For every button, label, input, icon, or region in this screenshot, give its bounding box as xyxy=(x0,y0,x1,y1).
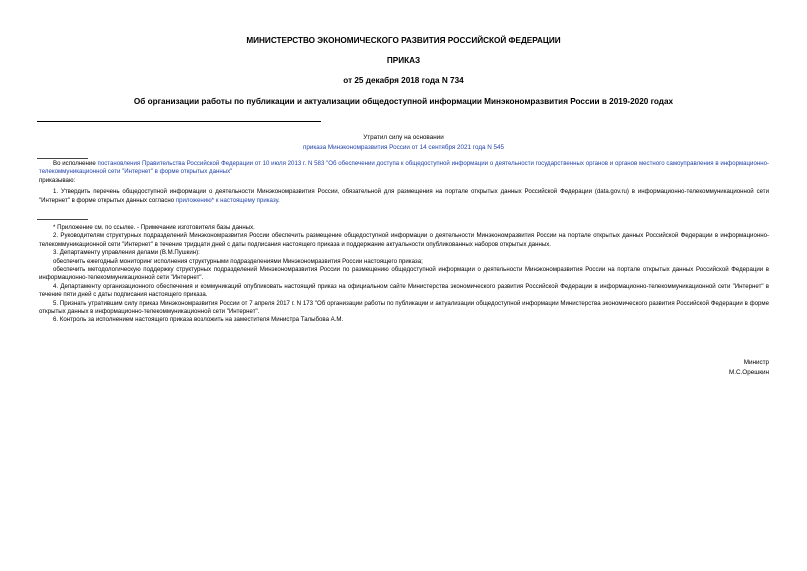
preamble-block xyxy=(39,160,769,205)
item-5: 5. Признать утратившим силу приказ Минэкономразвития России от 7 апреля 2017 г. N 173 "Об организации работы по публикации и актуализации общедоступной информации Министерства экономического развития Российской Федерации в форме открытых данных в информационно-телекоммуникационной сети "Интернет". xyxy=(39,299,769,316)
short-divider xyxy=(37,158,88,159)
government-decree-link[interactable]: постановления Правительства Российской Федерации от 10 июля 2013 г. N 583 "Об обеспечении доступа к общедоступной информации о деятельности государственных органов и органов местного самоуправления в информационно-телекоммуникационной сети "Интернет" в форме открытых данных" xyxy=(39,160,769,176)
item1-text: 1. Утвердить перечень общедоступной информации о деятельности Минэкономразвития России, обязательной для размещения на портале открытых данных Российской Федерации (data.gov.ru) в информационно-телекоммуникационной сети "Интернет" в форме открытых данных согласно xyxy=(39,188,769,204)
item-3: 3. Департаменту управления делами (В.М.Пушкин): xyxy=(53,249,200,257)
item-4: 4. Департаменту организационного обеспечения и коммуникаций опубликовать настоящий приказ на официальном сайте Министерства экономического развития Российской Федерации в информационно-телекоммуникационной сети "Интернет" в течение пяти дней с даты подписания настоящего приказа. xyxy=(39,282,769,299)
main-body xyxy=(39,224,769,325)
item1-end: . xyxy=(278,196,280,204)
status-note: Утратил силу на основании xyxy=(363,134,444,141)
item-3b: обеспечить методологическую поддержку структурных подразделений Минэкономразвития России по размещению общедоступной информации о деятельности Минэкономразвития России на портале открытых данных Российской Федерации в информационно-телекоммуникационной сети "Интернет". xyxy=(39,266,769,282)
item-2: 2. Руководителям структурных подразделений Минэкономразвития России обеспечить размещение общедоступной информации о деятельности Минэкономразвития России на портале открытых данных Российской Федерации в информационно-телекоммуникационной сети "Интернет" в течение тридцати дней с даты подписания настоящего приказа и поддержание актуальности опубликованных наборов открытых данных. xyxy=(39,232,769,248)
footnote-divider xyxy=(37,219,88,220)
divider-line xyxy=(37,121,321,122)
signature-name: М.С.Орешкин xyxy=(729,369,769,376)
date-number-heading: от 25 декабря 2018 года N 734 xyxy=(343,76,464,85)
appendix-link[interactable]: приложению* к настоящему приказу xyxy=(175,196,279,204)
document-title: Об организации работы по публикации и актуализации общедоступной информации Минэкономразвития России в 2019-2020 годах xyxy=(133,97,674,106)
ministry-heading: МИНИСТЕРСТВО ЭКОНОМИЧЕСКОГО РАЗВИТИЯ РОССИЙСКОЙ ФЕДЕРАЦИИ xyxy=(246,36,561,45)
repeal-order-link[interactable]: приказа Минэкономразвития России от 14 сентября 2021 года N 545 xyxy=(302,144,505,151)
order-word: приказываю: xyxy=(39,176,76,184)
item-3a: обеспечить ежегодный мониторинг исполнения структурными подразделениями Минэкономразвития России настоящего приказа; xyxy=(53,257,423,265)
footnote: * Приложение см. по ссылке. - Примечание изготовителя базы данных. xyxy=(53,224,255,231)
doc-type-heading: ПРИКАЗ xyxy=(386,56,421,65)
item-6: 6. Контроль за исполнением настоящего приказа возложить на заместителя Министра Талыбова А.М. xyxy=(53,316,344,324)
signature-position: Министр xyxy=(743,359,769,366)
preamble-prefix: Во исполнение xyxy=(53,160,98,167)
